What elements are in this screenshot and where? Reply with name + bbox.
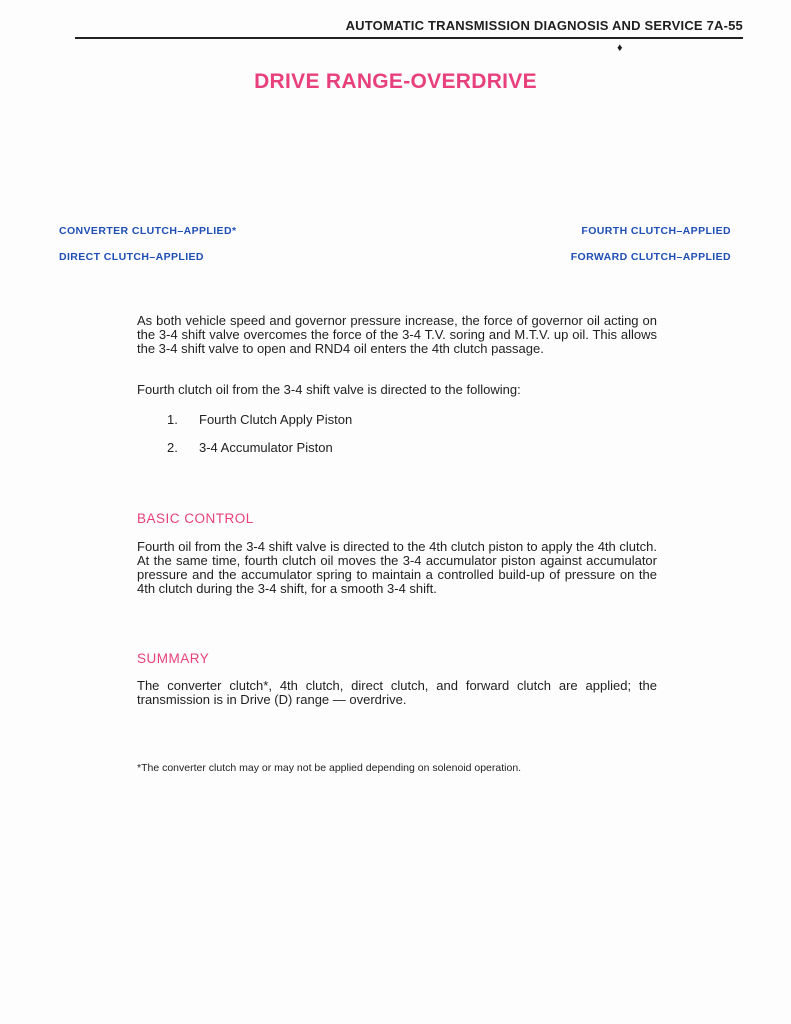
summary-heading: SUMMARY [137, 651, 210, 666]
list-number-1: 1. [167, 412, 178, 427]
list-item-2: 3-4 Accumulator Piston [199, 440, 333, 455]
list-item-1: Fourth Clutch Apply Piston [199, 412, 353, 427]
status-converter-clutch: CONVERTER CLUTCH–APPLIED* [59, 225, 237, 237]
status-fourth-clutch: FOURTH CLUTCH–APPLIED [581, 225, 731, 237]
status-forward-clutch: FORWARD CLUTCH–APPLIED [570, 251, 731, 263]
page-title: DRIVE RANGE-OVERDRIVE [254, 70, 537, 93]
status-direct-clutch: DIRECT CLUTCH–APPLIED [59, 251, 204, 263]
running-header: AUTOMATIC TRANSMISSION DIAGNOSIS AND SERVICE 7A-55 [345, 18, 743, 33]
header-rule [75, 37, 743, 39]
footnote: *The converter clutch may or may not be applied depending on solenoid operation. [137, 762, 522, 774]
directed-paragraph: Fourth clutch oil from the 3-4 shift valve is directed to the following: [137, 382, 521, 397]
basic-control-paragraph: Fourth oil from the 3-4 shift valve is directed to the 4th clutch piston to apply the 4th clutch. At the same time, fourth clutch oil moves the 3-4 accumulator piston against accumulator pressure and the accumulator spring to maintain a controlled build-up of pressure on the 4th clutch during the 3-4 shift, for a smooth 3-4 shift. [137, 539, 657, 596]
basic-control-heading: BASIC CONTROL [137, 511, 254, 526]
summary-paragraph: The converter clutch*, 4th clutch, direct clutch, and forward clutch are applied; the transmission is in Drive (D) range — overdrive. [137, 678, 657, 707]
pen-mark: ♦ [617, 42, 623, 54]
list-number-2: 2. [167, 440, 178, 455]
intro-paragraph: As both vehicle speed and governor pressure increase, the force of governor oil acting on the 3-4 shift valve overcomes the force of the 3-4 T.V. soring and M.T.V. up oil. This allows the 3-4 shift valve to open and RND4 oil enters the 4th clutch passage. [137, 313, 657, 356]
